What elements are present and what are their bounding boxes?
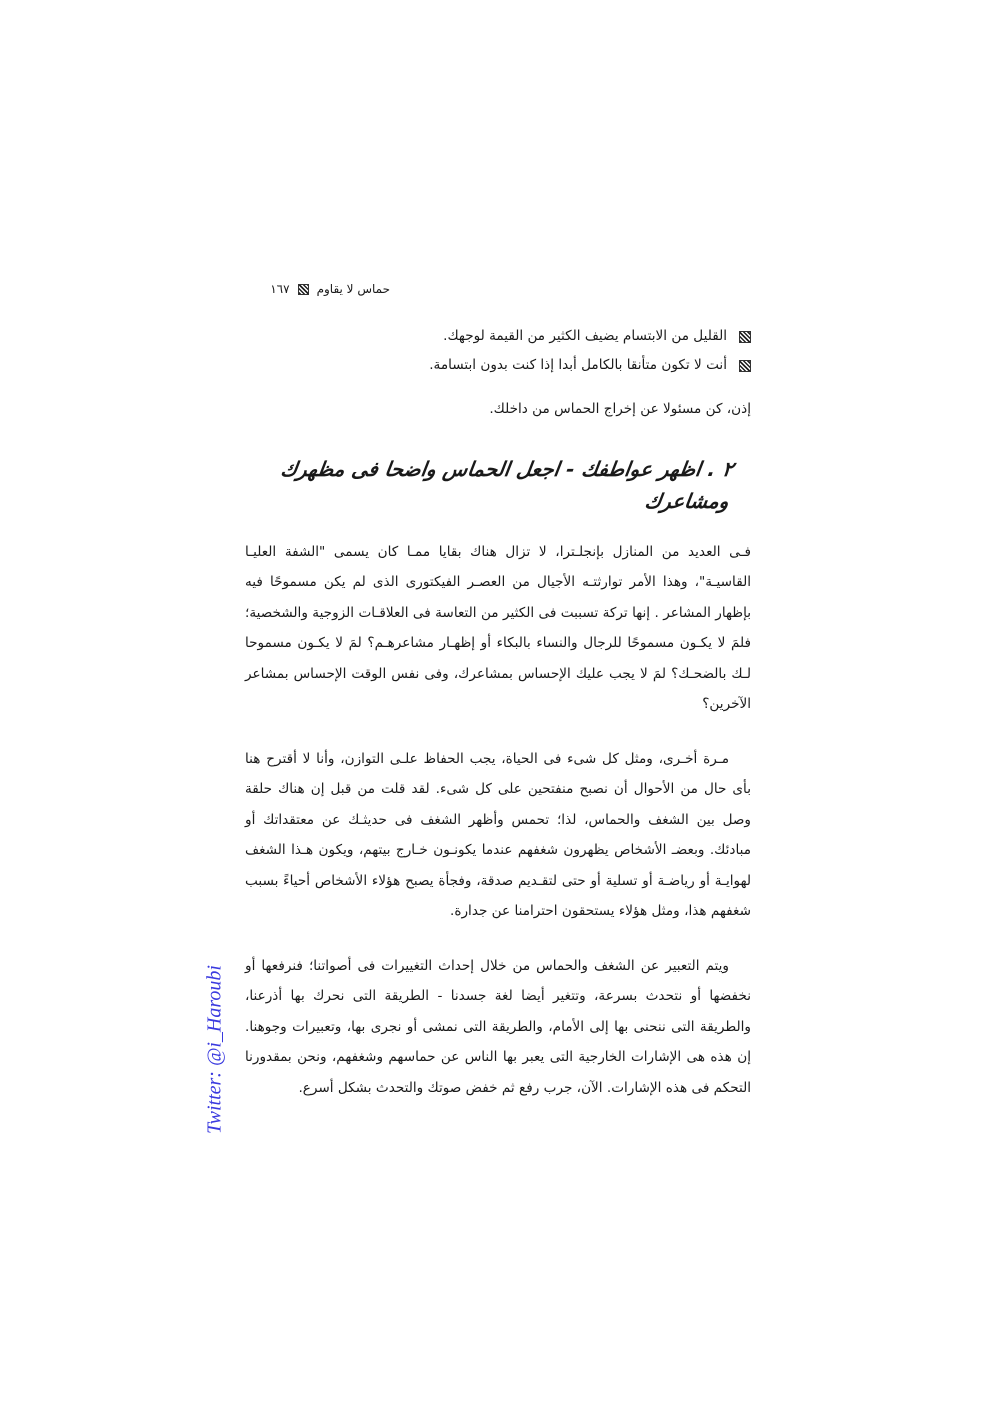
ornament-icon [298, 284, 309, 295]
section-heading: ٢ . اظهر عواطفك - اجعل الحماس واضحا فى مظهرك ومشاعرك [279, 456, 735, 513]
bullet-list [245, 322, 751, 380]
bullet-text: أنت لا تكون متأنقا بالكامل أبدا إذا كنت بدون ابتسامة. [429, 357, 727, 374]
page-number: ١٦٧ [270, 282, 290, 296]
paragraph: فـى العديد من المنازل بإنجلـترا، لا تزال هناك بقايا ممـا كان يسمى "الشفة العليـا القاسيـة"، وهذا الأمر توارثتـه الأجيال من العصـر الفيكتورى الذى لم يكن مسموحًا فيه بإظهار المشاعر . إنها تركة تسببت فى الكثير من التعاسة فى العلاقـات الزوجية والشخصية؛ فلمَ لا يكـون مسموحًا للرجال والنساء بالبكاء أو إظهـار مشاعرهـم؟ لمَ لا يكـون مسموحا لـك بالضحـك؟ لمَ لا يجب عليك الإحساس بمشاعرك، وفى نفس الوقت الإحساس بمشاعر الآخرين؟ [245, 543, 751, 712]
bullet-item [245, 351, 751, 380]
intro-line: إذن، كن مسئولا عن إخراج الحماس من داخلك. [489, 401, 751, 417]
page-content [245, 322, 751, 1127]
bullet-ornament-icon [739, 360, 751, 372]
paragraph: مـرة أخـرى، ومثل كل شىء فى الحياة، يجب الحفاظ علـى التوازن، وأنا لا أقترح هنا بأى حال من الأحوال أن نصبح منفتحين على كل شىء. لقد قلت من قبل إن هناك حلقة وصل بين الشغف والحماس، لذا؛ تحمس وأظهر الشغف فى حديثـك عن معتقداتك أو مبادئك. وبعضـ الأشخاص يظهرون شغفهم عندما يكونـون خـارج بيتهم، ويكون هـذا الشغف لهوايـة أو رياضـة أو تسلية أو حتى لتقـديم صدقة، وفجأة يصبح هؤلاء الأشخاص أحياءً بسبب شغفهم هذا، ومثل هؤلاء يستحقون احترامنا عن جدارة. [245, 750, 751, 919]
paragraph: ويتم التعبير عن الشغف والحماس من خلال إحداث التغييرات فى أصواتنا؛ فنرفعها أو نخفضها أو نتحدث بسرعة، وتتغير أيضا لغة جسدنا - الطريقة التى نحرك بها أذرعنا، والطريقة التى ننحنى بها إلى الأمام، والطريقة التى نمشى أو نجرى بها، وتعبيرات وجوهنا. إن هذه هى الإشارات الخارجية التى يعبر بها الناس عن حماسهم وشغفهم، ونحن بمقدورنا التحكم فى هذه الإشارات. الآن، جرب رفع ثم خفض صوتك والتحدث بشكل أسرع. [245, 957, 751, 1096]
bullet-ornament-icon [739, 331, 751, 343]
watermark: Twitter: @i_Haroubi [203, 965, 226, 1135]
bullet-text: القليل من الابتسام يضيف الكثير من القيمة لوجهك. [443, 328, 727, 345]
bullet-item [245, 322, 751, 351]
running-head [245, 280, 390, 298]
running-head-title: حماس لا يقاوم [316, 282, 390, 296]
